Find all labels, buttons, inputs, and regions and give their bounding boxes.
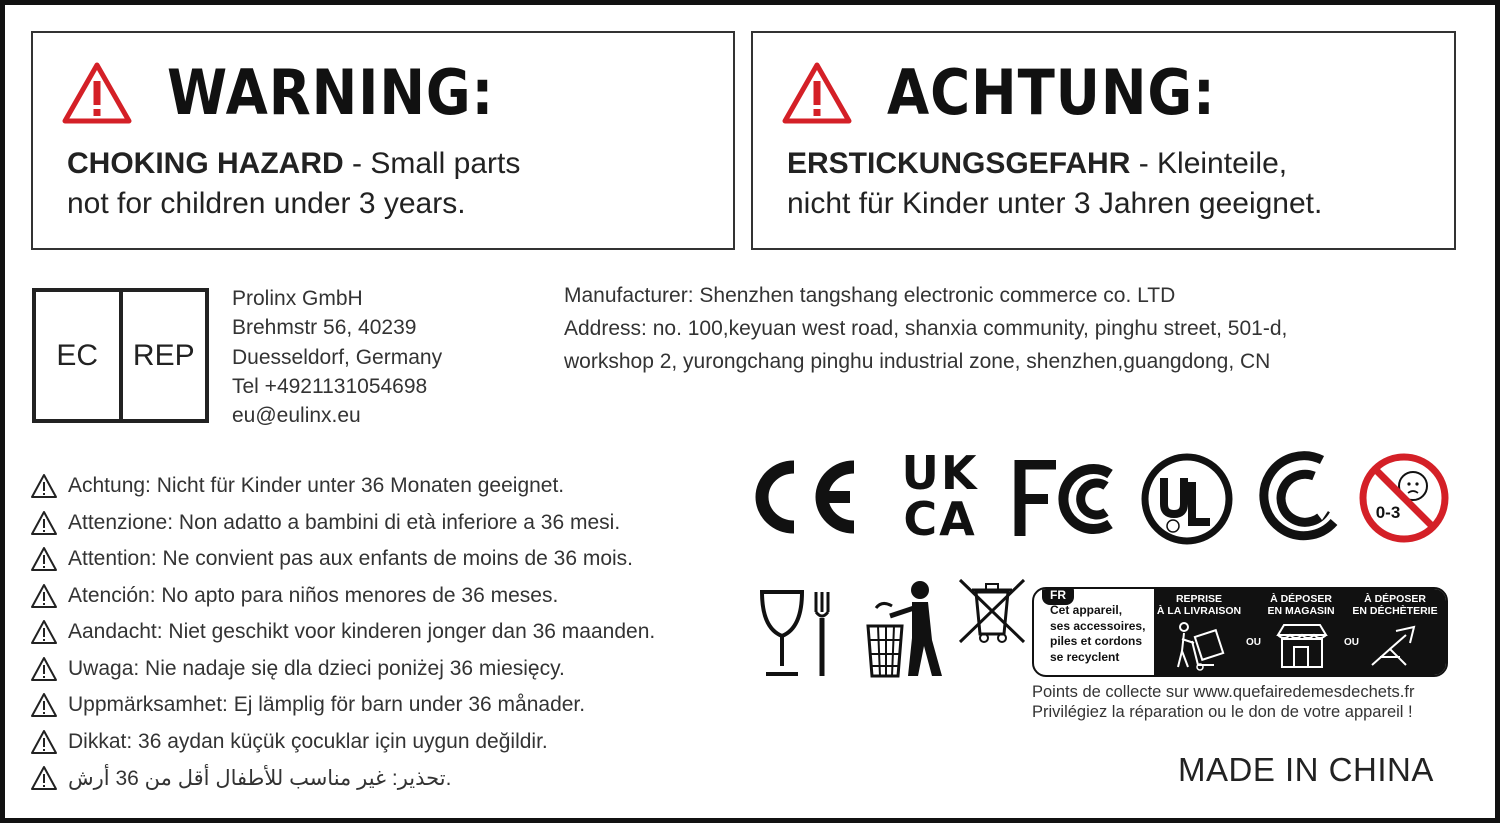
manufacturer-name: Manufacturer: Shenzhen tangshang electronic commerce co. LTD xyxy=(564,284,1176,307)
ukca-top: UK xyxy=(901,446,979,500)
triman-note xyxy=(1032,683,1414,722)
triman-note-line2: Privilégiez la réparation ou le don de votre appareil ! xyxy=(1032,702,1413,721)
warning-line-text: Uwaga: Nie nadaje się dla dzieci poniżej 36 miesięcy. xyxy=(68,656,565,680)
rep-phone: Tel +4921131054698 xyxy=(232,374,428,398)
warning-triangle-icon xyxy=(30,656,58,682)
warning-line xyxy=(30,724,655,761)
warning-line xyxy=(30,468,655,505)
weee-crossed-bin-icon xyxy=(956,576,1028,646)
rep-email: eu@eulinx.eu xyxy=(232,404,361,428)
warning-triangle-icon xyxy=(30,619,58,645)
warning-line xyxy=(30,541,655,578)
food-safe-icon xyxy=(756,588,836,680)
warning-line xyxy=(30,505,655,542)
manufacturer-address-1: Address: no. 100,keyuan west road, shanxia community, pinghu street, 501-d, xyxy=(564,317,1288,340)
recycling-mark-icon xyxy=(1252,448,1348,544)
hazard-label-de: ERSTICKUNGSGEFAHR xyxy=(787,147,1131,180)
triman-dark-panel xyxy=(1154,587,1448,677)
hazard-text-en-1: - Small parts xyxy=(343,147,521,180)
hazard-text-de-2: nicht für Kinder unter 3 Jahren geeignet. xyxy=(787,187,1323,220)
warning-line-text: Attenzione: Non adatto a bambini di età inferiore a 36 mesi. xyxy=(68,510,621,534)
delivery-cart-icon xyxy=(1174,621,1230,671)
triman-or-1: OU xyxy=(1246,637,1261,648)
warning-line xyxy=(30,687,655,724)
ukca-mark-icon xyxy=(892,446,988,546)
hazard-label-en: CHOKING HAZARD xyxy=(67,147,344,180)
warning-line-text: Achtung: Nicht für Kinder unter 36 Monaten geeignet. xyxy=(68,474,565,498)
triman-text-line1: Cet appareil, xyxy=(1050,603,1123,617)
warning-line-text: Atención: No apto para niños menores de 36 meses. xyxy=(68,583,559,607)
warning-triangle-icon xyxy=(781,61,853,125)
age-restriction-icon xyxy=(1358,452,1450,544)
warning-line xyxy=(30,651,655,688)
warning-triangle-icon xyxy=(30,546,58,572)
warning-triangle-icon xyxy=(30,765,58,791)
rep-company: Prolinx GmbH xyxy=(232,287,363,310)
triman-recycling-info xyxy=(1032,587,1448,677)
warning-line xyxy=(30,614,655,651)
multilingual-warnings xyxy=(30,468,655,797)
warning-line-text: Aandacht: Niet geschikt voor kinderen jonger dan 36 maanden. xyxy=(68,620,656,644)
warning-line-text: Attention: Ne convient pas aux enfants de moins de 36 mois. xyxy=(68,547,634,571)
warning-line xyxy=(30,578,655,615)
warning-line-text: تحذير: غير مناسب للأطفال أقل من 36 أرش. xyxy=(68,766,452,790)
warning-triangle-icon xyxy=(61,61,133,125)
warning-line-text: Dikkat: 36 aydan küçük çocuklar için uygun değildir. xyxy=(68,729,548,753)
triman-option-dump xyxy=(1350,593,1440,617)
warning-title-en-row xyxy=(61,56,539,129)
warning-triangle-icon xyxy=(30,729,58,755)
triman-or-2: OU xyxy=(1344,637,1359,648)
triman-option-dump-line1: À DÉPOSER xyxy=(1364,593,1426,605)
fcc-mark-icon xyxy=(1014,460,1122,538)
eu-representative xyxy=(232,284,442,430)
age-label: 0-3 xyxy=(1375,503,1401,522)
triman-option-delivery xyxy=(1154,593,1244,617)
ce-mark-icon xyxy=(750,459,862,535)
ec-rep-symbol xyxy=(32,288,209,423)
manufacturer-address-2: workshop 2, yurongchang pinghu industrial zone, shenzhen,guangdong, CN xyxy=(564,350,1271,373)
triman-option-store xyxy=(1256,593,1346,617)
warning-box-en xyxy=(31,31,735,250)
triman-recycle-text xyxy=(1050,603,1145,665)
triman-text-line2: ses accessoires, xyxy=(1050,618,1146,633)
dump-icon xyxy=(1366,621,1422,671)
triman-note-line1: Points de collecte sur www.quefairedemesdechets.fr xyxy=(1032,683,1415,701)
warning-title-de: ACHTUNG: xyxy=(887,56,1216,129)
triman-text-line3: piles et cordons xyxy=(1050,634,1143,648)
manufacturer-info xyxy=(564,279,1287,378)
warning-line-text: Uppmärksamhet: Ej lämplig för barn under 36 månader. xyxy=(68,693,586,717)
ul-mark-icon xyxy=(1140,452,1234,546)
country-of-origin: MADE IN CHINA xyxy=(1178,751,1434,788)
ec-rep-left: EC xyxy=(56,338,99,372)
rep-city: Duesseldorf, Germany xyxy=(232,345,443,369)
ukca-bottom: CA xyxy=(903,492,977,546)
triman-option-delivery-line1: REPRISE xyxy=(1175,593,1223,605)
warning-triangle-icon xyxy=(30,692,58,718)
triman-option-store-line2: EN MAGASIN xyxy=(1267,605,1335,617)
warning-title-de-row xyxy=(781,56,1261,129)
triman-option-dump-line2: EN DÉCHÈTERIE xyxy=(1352,605,1438,617)
triman-option-delivery-line2: À LA LIVRAISON xyxy=(1156,605,1242,617)
rep-street: Brehmstr 56, 40239 xyxy=(232,316,417,340)
warning-triangle-icon xyxy=(30,583,58,609)
hazard-text-en-2: not for children under 3 years. xyxy=(67,187,466,220)
triman-option-store-line1: À DÉPOSER xyxy=(1270,593,1332,605)
warning-line xyxy=(30,760,655,797)
triman-text-line4: se recyclent xyxy=(1050,649,1120,664)
triman-country-badge: FR xyxy=(1042,587,1074,605)
warning-body-en xyxy=(67,144,520,224)
warning-triangle-icon xyxy=(30,510,58,536)
warning-triangle-icon xyxy=(30,473,58,499)
warning-body-de xyxy=(787,144,1322,224)
hazard-text-de-1: - Kleinteile, xyxy=(1130,147,1288,180)
warning-box-de xyxy=(751,31,1456,250)
dispose-in-bin-icon xyxy=(862,580,946,680)
ec-rep-right: REP xyxy=(119,292,206,419)
store-icon xyxy=(1274,621,1330,671)
warning-title-en: WARNING: xyxy=(167,56,495,129)
